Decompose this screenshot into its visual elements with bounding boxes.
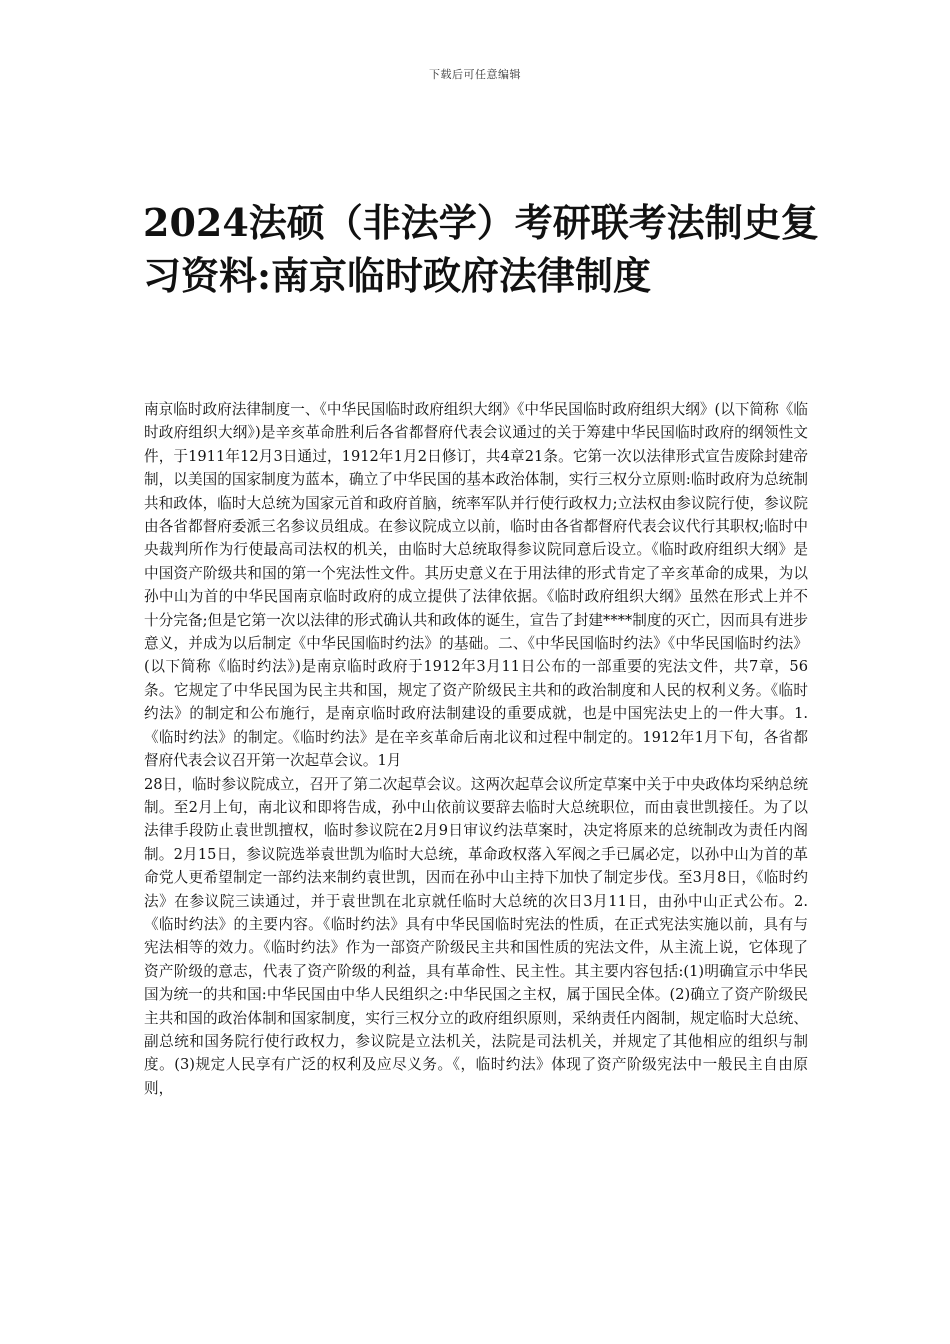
body-paragraph: 南京临时政府法律制度一、《中华民国临时政府组织大纲》《中华民国临时政府组织大纲》(以下简称《临时政府组织大纲》)是辛亥革命胜利后各省都督府代表会议通过的关于筹建中华民国临时政府的纲领性文件，于1911年12月3日通过，1912年1月2日修订，共4章21条。它第一次以法律形式宣告废除封建帝制，以美国的国家制度为蓝本，确立了中华民国的基本政治体制，实行三权分立原则:临时政府为总统制共和政体，临时大总统为国家元首和政府首脑，统率军队并行使行政权力;立法权由参议院行使，参议院由各省都督府委派三名参议员组成。在参议院成立以前，临时由各省都督府代表会议代行其职权;临时中央裁判所作为行使最高司法权的机关，由临时大总统取得参议院同意后设立。《临时政府组织大纲》是中国资产阶级共和国的第一个宪法性文件。其历史意义在于用法律的形式肯定了辛亥革命的成果，为以孙中山为首的中华民国南京临时政府的成立提供了法律依据。《临时政府组织大纲》虽然在形式上并不十分完备;但是它第一次以法律的形式确认共和政体的诞生，宣告了封建****制度的灭亡，因而具有进步意义，并成为以后制定《中华民国临时约法》的基础。二、《中华民国临时约法》《中华民国临时约法》(以下简称《临时约法》)是南京临时政府于1912年3月11日公布的一部重要的宪法文件，共7章，56条。它规定了中华民国为民主共和国，规定了资产阶级民主共和的政治制度和人民的权利义务。《临时约法》的制定和公布施行，是南京临时政府法制建设的重要成就，也是中国宪法史上的一件大事。1.《临时约法》的制定。《临时约法》是在辛亥革命后南北议和过程中制定的。1912年1月下旬，各省都督府代表会议召开第一次起草会议。1月 (144, 401, 808, 770)
document-body (144, 398, 808, 1100)
page-header-note: 下载后可任意编辑 (429, 68, 521, 81)
body-paragraph: 28日，临时参议院成立，召开了第二次起草会议。这两次起草会议所定草案中关于中央政体均采纳总统制。至2月上旬，南北议和即将告成，孙中山依前议要辞去临时大总统职位，而由袁世凯接任。为了以法律手段防止袁世凯擅权，临时参议院在2月9日审议约法草案时，决定将原来的总统制改为责任内阁制。2月15日，参议院选举袁世凯为临时大总统，革命政权落入军阀之手已属必定，以孙中山为首的革命党人更希望制定一部约法来制约袁世凯，因而在孙中山主持下加快了制定步伐。至3月8日，《临时约法》在参议院三读通过，并于袁世凯在北京就任临时大总统的次日3月11日，由孙中山正式公布。2.《临时约法》的主要内容。《临时约法》具有中华民国临时宪法的性质，在正式宪法实施以前，具有与宪法相等的效力。《临时约法》作为一部资产阶级民主共和国性质的宪法文件，从主流上说，它体现了资产阶级的意志，代表了资产阶级的利益，具有革命性、民主性。其主要内容包括:(1)明确宣示中华民国为统一的共和国:中华民国由中华人民组织之:中华民国之主权，属于国民全体。(2)确立了资产阶级民主共和国的政治体制和国家制度，实行三权分立的政府组织原则，采纳责任内阁制，规定临时大总统、副总统和国务院行使行政权力，参议院是立法机关，法院是司法机关，并规定了其他相应的组织与制度。(3)规定人民享有广泛的权利及应尽义务。《，临时约法》体现了资产阶级宪法中一般民主自由原则， (144, 775, 808, 1097)
document-title: 2024法硕（非法学）考研联考法制史复习资料:南京临时政府法律制度 (143, 200, 819, 298)
